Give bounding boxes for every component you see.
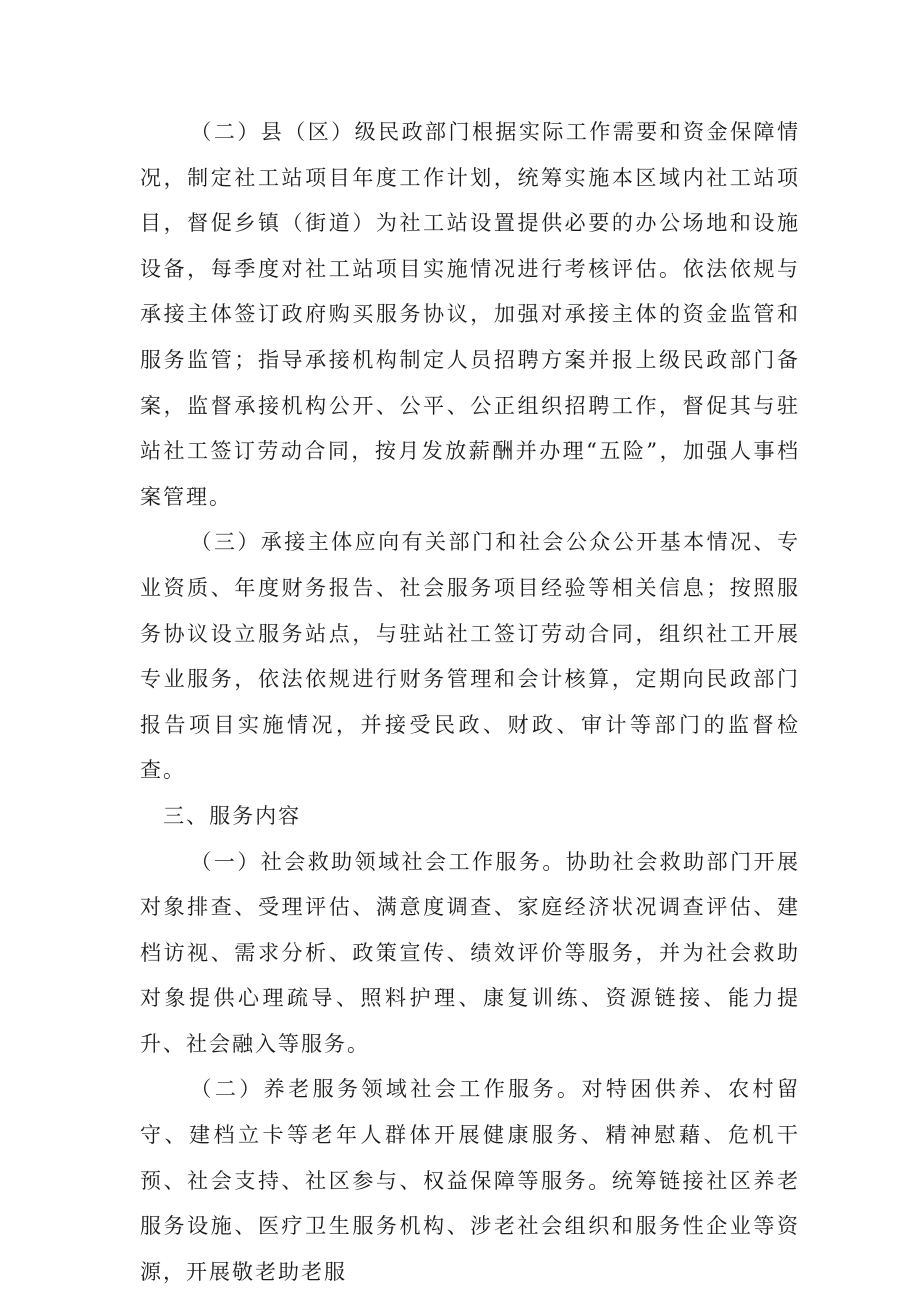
paragraph-elderly-care: （二）养老服务领域社会工作服务。对特困供养、农村留守、建档立卡等老年人群体开展健康服务、精神慰藉、危机干预、社会支持、社区参与、权益保障等服务。统筹链接社区养老服务设施、医疗卫生服务机构、涉老社会组织和服务性企业等资源，开展敬老助老服 bbox=[140, 1077, 800, 1284]
paragraph-contractor-duties: （三）承接主体应向有关部门和社会公众公开基本情况、专业资质、年度财务报告、社会服务项目经验等相关信息；按照服务协议设立服务站点，与驻站社工签订劳动合同，组织社工开展专业服务，依法依规进行财务管理和会计核算，定期向民政部门报告项目实施情况，并接受民政、财政、审计等部门的监督检查。 bbox=[140, 530, 800, 783]
paragraph-social-assistance: （一）社会救助领域社会工作服务。协助社会救助部门开展对象排查、受理评估、满意度调查、家庭经济状况调查评估、建档访视、需求分析、政策宣传、绩效评价等服务，并为社会救助对象提供心理疏导、照料护理、康复训练、资源链接、能力提升、社会融入等服务。 bbox=[140, 849, 800, 1056]
paragraph-county-civil-affairs: （二）县（区）级民政部门根据实际工作需要和资金保障情况，制定社工站项目年度工作计划，统筹实施本区域内社工站项目，督促乡镇（街道）为社工站设置提供必要的办公场地和设施设备，每季度对社工站项目实施情况进行考核评估。依法依规与承接主体签订政府购买服务协议，加强对承接主体的资金监管和服务监管；指导承接机构制定人员招聘方案并报上级民政部门备案，监督承接机构公开、公平、公正组织招聘工作，督促其与驻站社工签订劳动合同，按月发放薪酬并办理“五险”，加强人事档案管理。 bbox=[140, 120, 800, 509]
section-heading-service-content: 三、服务内容 bbox=[163, 803, 302, 828]
document-page bbox=[140, 110, 800, 1295]
